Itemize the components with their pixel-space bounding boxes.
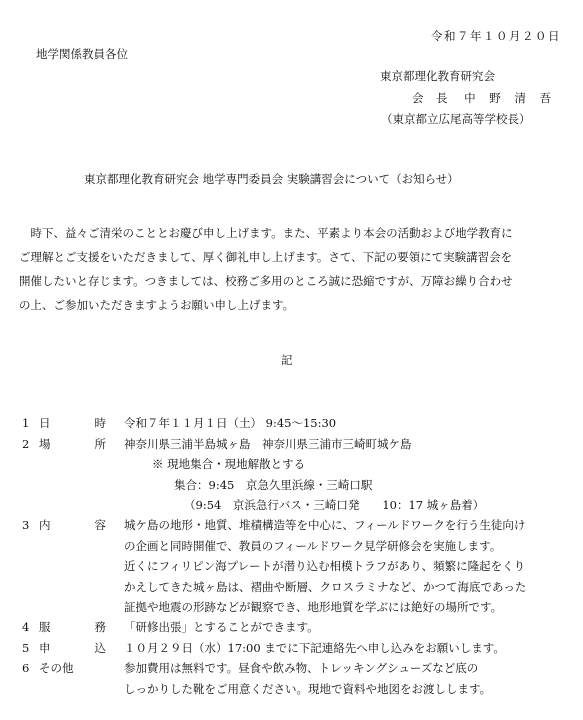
item-value: の企画と同時開催で、教員のフィールドワーク見学研修会を実施します。 bbox=[124, 538, 502, 553]
item-number: 2 bbox=[22, 436, 30, 451]
president-name: 中 野 清 吾 bbox=[464, 91, 557, 105]
body-line: ご理解とご支援をいただきまして、厚く御礼申し上げます。さて、下記の要領にて実験講習会を bbox=[19, 250, 513, 264]
sender-school: （東京都立広尾高等学校長） bbox=[381, 112, 531, 126]
item-number: 5 bbox=[22, 640, 30, 655]
detail-other-line bbox=[22, 679, 570, 699]
detail-content-line bbox=[22, 536, 570, 556]
sender-organization: 東京都理化教育研究会 bbox=[380, 69, 495, 83]
item-note: ※ 現地集合・現地解散とする bbox=[152, 457, 306, 472]
detail-application bbox=[22, 638, 570, 658]
item-number: 6 bbox=[22, 661, 30, 676]
item-value: 城ケ島の地形・地質、堆積構造等を中心に、フィールドワークを行う生徒向け bbox=[124, 518, 526, 533]
details-list bbox=[22, 414, 570, 699]
detail-content-line bbox=[22, 577, 570, 597]
item-label: 服 務 bbox=[39, 620, 106, 635]
item-note: 集合：9:45 京急久里浜線・三崎口駅 bbox=[174, 477, 373, 492]
detail-content bbox=[22, 516, 570, 536]
item-value: 参加費用は無料です。昼食や飲み物、トレッキングシューズなど底の bbox=[124, 661, 479, 676]
body-line: 開催したいと存じます。つきましては、校務ご多用のところ誠に恐縮ですが、万障お繰り合わせ bbox=[19, 274, 513, 288]
document-date: 令和７年１０月２０日 bbox=[431, 29, 561, 43]
detail-duty bbox=[22, 618, 570, 638]
item-number: 3 bbox=[22, 518, 30, 533]
document-subject: 東京都理化教育研究会 地学専門委員会 実験講習会について（お知らせ） bbox=[84, 172, 459, 186]
detail-other bbox=[22, 659, 570, 679]
addressee: 地学関係教員各位 bbox=[36, 47, 128, 61]
item-label: 場 所 bbox=[39, 436, 106, 451]
body-paragraph bbox=[19, 221, 567, 317]
body-line: 時下、益々ご清栄のこととお慶び申し上げます。また、平素より本会の活動および地学教育に bbox=[19, 226, 513, 240]
item-label: 内 容 bbox=[39, 518, 106, 533]
item-value: しっかりした靴をご用意ください。現地で資料や地図をお渡しします。 bbox=[124, 681, 492, 696]
item-label: 日 時 bbox=[39, 416, 106, 431]
detail-content-line bbox=[22, 557, 570, 577]
item-value: 令和７年１１月１日（土） 9:45〜15:30 bbox=[124, 416, 337, 431]
item-number: 1 bbox=[22, 416, 30, 431]
detail-place-note bbox=[22, 496, 570, 516]
item-value: 近くにフィリピン海プレートが潜り込む相模トラフがあり、頻繁に隆起をくり bbox=[124, 559, 526, 574]
detail-place bbox=[22, 434, 570, 454]
detail-content-line bbox=[22, 598, 570, 618]
item-value: 「研修出張」とすることができます。 bbox=[124, 620, 319, 635]
detail-place-note bbox=[22, 455, 570, 475]
ki-heading: 記 bbox=[281, 353, 293, 367]
item-label: その他 bbox=[39, 661, 74, 676]
detail-place-note bbox=[22, 475, 570, 495]
item-label: 申 込 bbox=[39, 640, 106, 655]
sender-president bbox=[412, 93, 556, 105]
item-value: 神奈川県三浦半島城ヶ島 神奈川県三浦市三崎町城ケ島 bbox=[124, 436, 412, 451]
item-note: （9:54 京浜急行バス・三崎口発 10：17 城ヶ島着） bbox=[184, 498, 485, 512]
item-value: 証拠や地震の形跡などが観察でき、地形地質を学ぶには絶好の場所です。 bbox=[124, 599, 503, 614]
item-value: １０月２９日（水）17:00 までに下記連絡先へ申し込みをお願いします。 bbox=[124, 640, 505, 655]
body-line: の上、ご参加いただきますようお願い申し上げます。 bbox=[19, 298, 295, 312]
president-title: 会 長 bbox=[412, 91, 448, 105]
item-value: かえしてきた城ヶ島は、褶曲や断層、クロスラミナなど、かつて海底であった bbox=[124, 579, 527, 594]
item-number: 4 bbox=[22, 620, 30, 635]
detail-date bbox=[22, 414, 570, 434]
